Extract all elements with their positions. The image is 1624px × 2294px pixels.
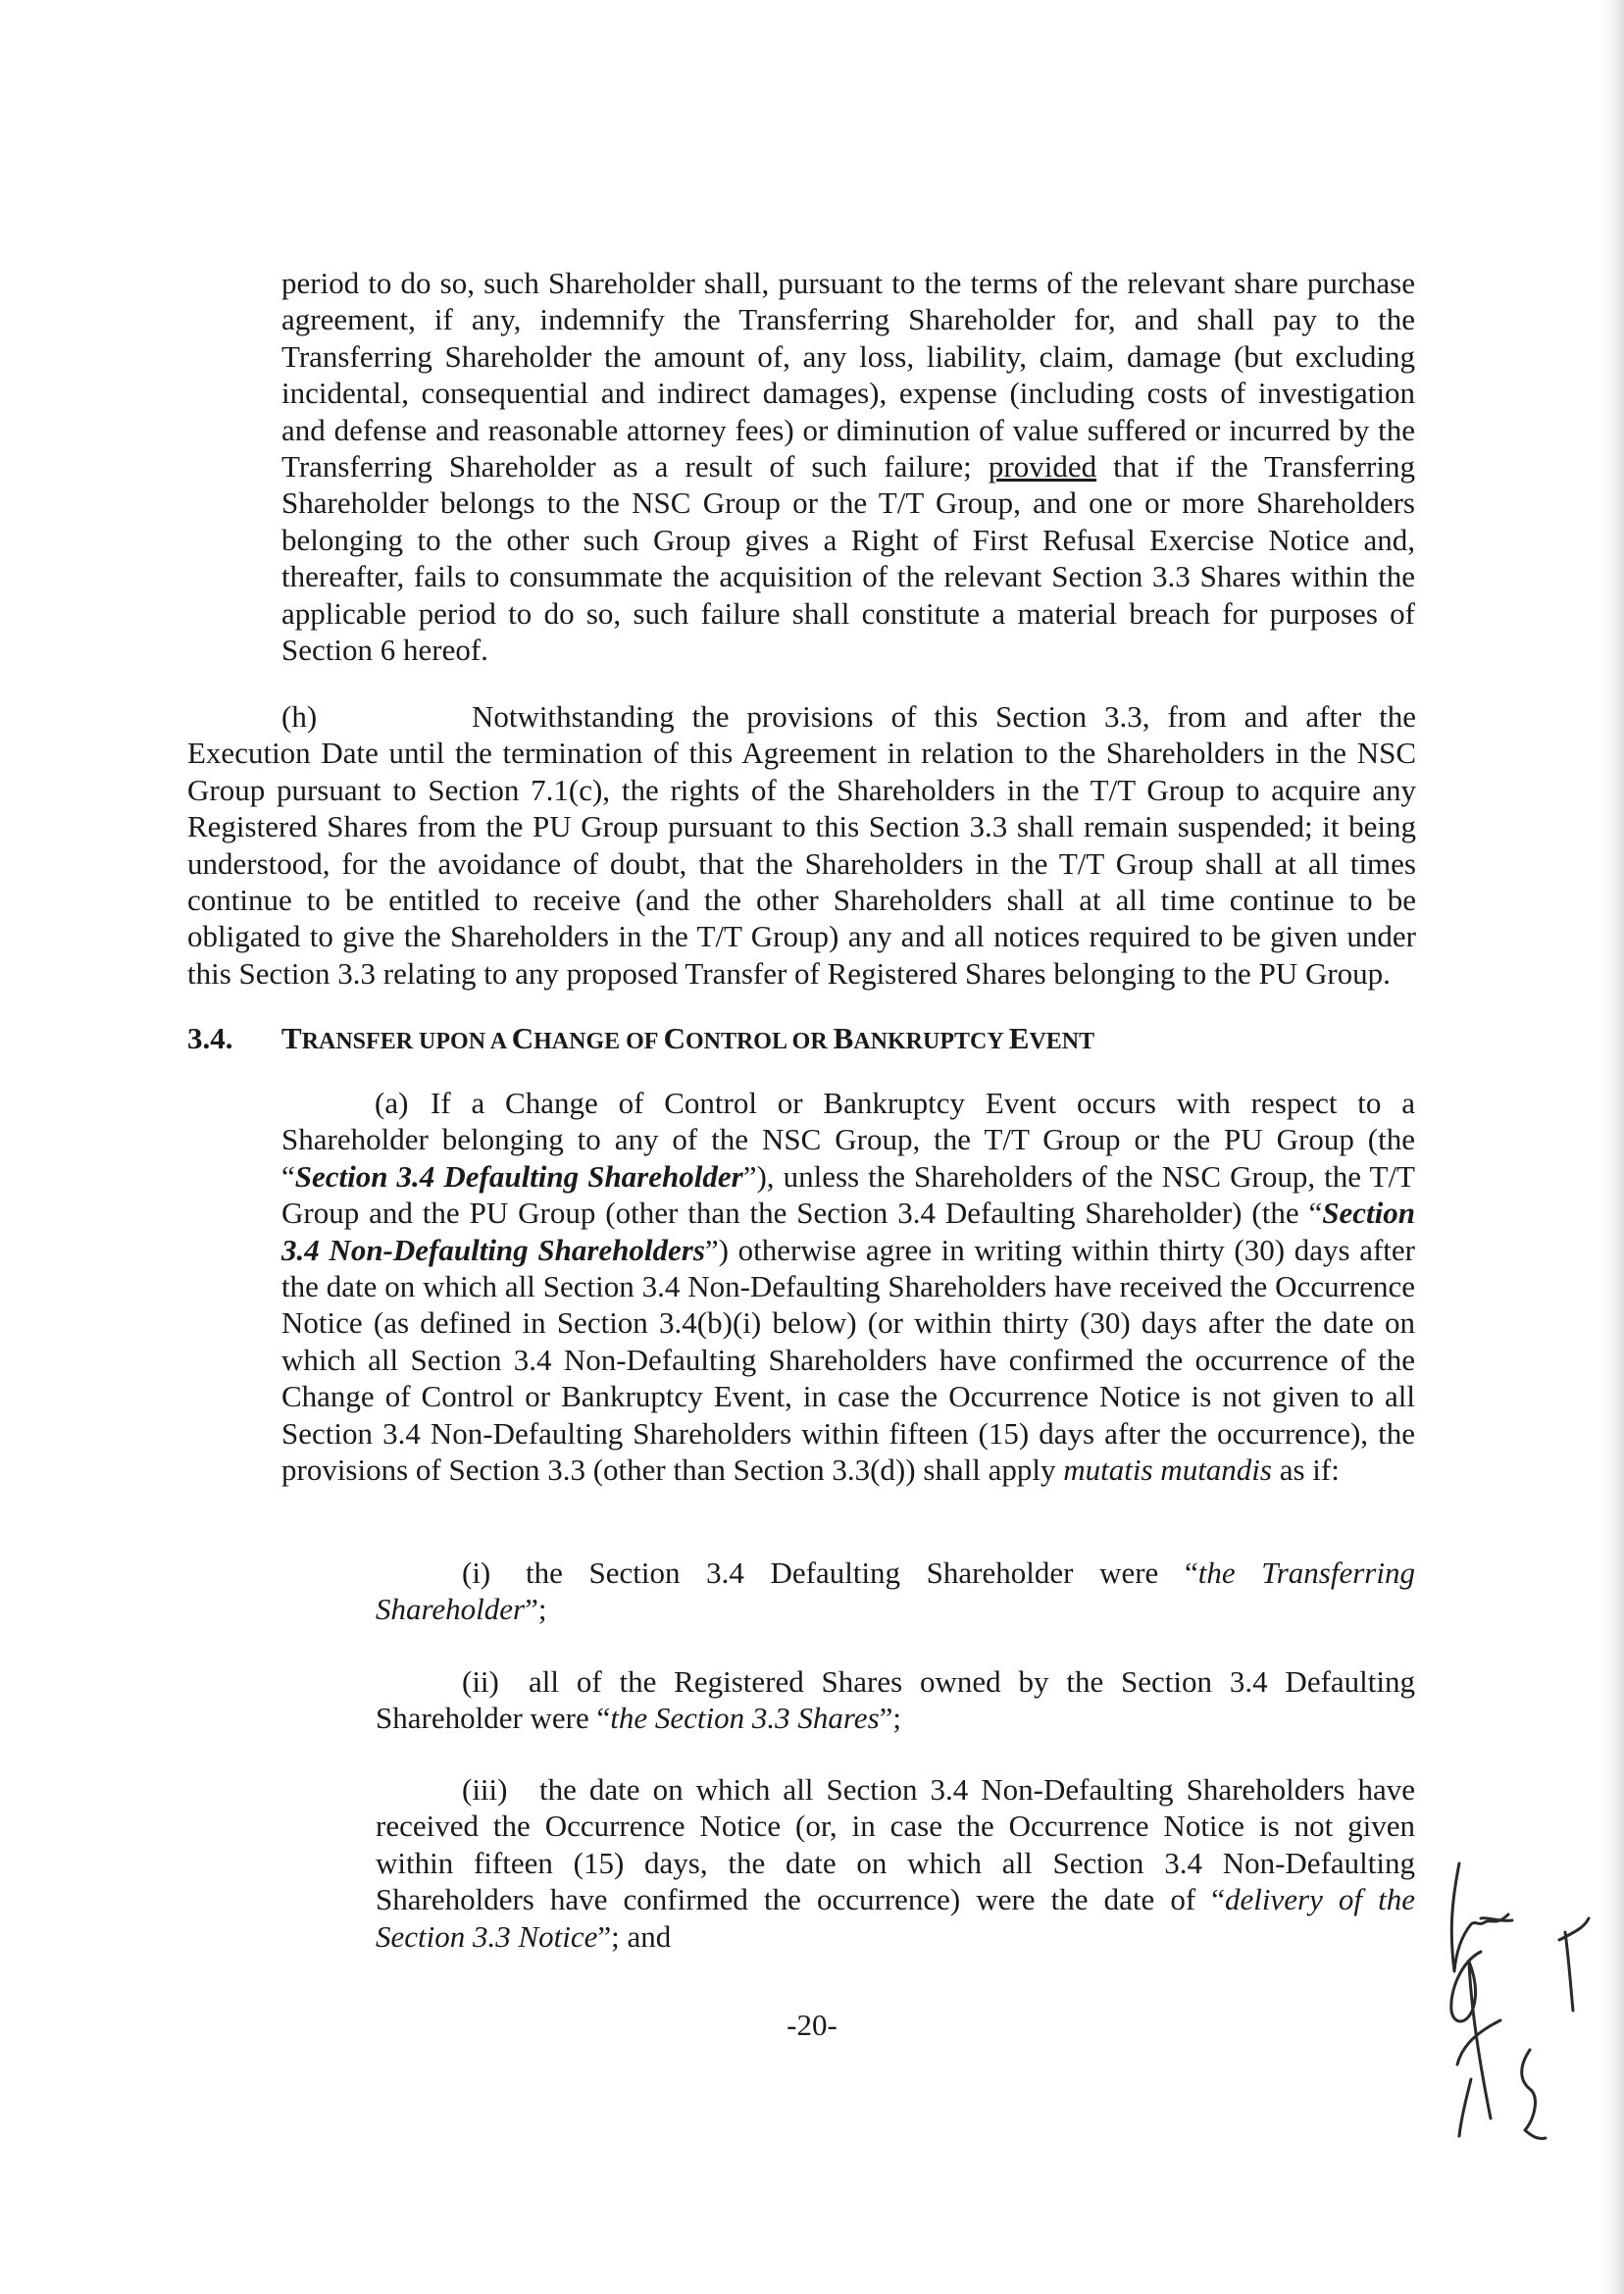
clause-h-text: Notwithstanding the provisions of this Section 3.3, from and after the Execution Date until the termination of this Agreement in relation to the Shareholders in the NSC Group pursuant to Section 7.1(c), the rights of the Shareholders in the T/T Group to acquire any Registered Shares from the PU Group pursuant to this Section 3.3 shall remain suspended; it being understood, for the avoidance of doubt, that the Shareholders in the T/T Group shall at all times continue to be entitled to receive (and the other Shareholders shall at all time continue to be obligated to give the Shareholders in the T/T Group) any and all notices required to be given under this Section 3.3 relating to any proposed Transfer of Registered Shares belonging to the PU Group. [187,699,1416,991]
continued-paragraph-g: period to do so, such Shareholder shall, pursuant to the terms of the relevant share purchase agreement, if any, indemnify the Transferring Shareholder for, and shall pay to the Transferring Shareholder the amount of, any loss, liability, claim, damage (but excluding incidental, consequential and indirect damages), expense (including costs of investigation and defense and reasonable attorney fees) or diminution of value suffered or incurred by the Transferring Shareholder as a result of such failure; provided that if the Transferring Shareholder belongs to the NSC Group or the T/T Group, and one or more Shareholders belonging to the other such Group gives a Right of First Refusal Exercise Notice and, thereafter, fails to consummate the acquisition of the relevant Section 3.3 Shares within the applicable period to do so, such failure shall constitute a material breach for purposes of Section 6 hereof. [281,266,1415,668]
title-part: HANGE OF [533,1029,664,1054]
latin-phrase: mutatis mutandis [1063,1453,1272,1488]
page-number: -20- [787,2008,837,2042]
section-title [281,1021,1094,1055]
section-number: 3.4. [187,1021,233,1055]
clause-a-label: (a) [375,1086,409,1120]
item-iii: (iii) the date on which all Section 3.4 Non-Defaulting Shareholders have received the Occurrence Notice (or, in case the Occurrence Notice is not given within fifteen (15) days, the date on which all Section 3.4 Non-Defaulting Shareholders have confirmed the occurrence) were the date of “delivery of the Section 3.3 Notice”; and [376,1772,1415,1954]
title-part: E [1008,1021,1030,1055]
defined-term-defaulting: Section 3.4 Defaulting Shareholder [294,1158,743,1194]
clause-h-label: (h) [281,699,318,734]
clause-a: (a) If a Change of Control or Bankruptcy Event occurs with respect to a Shareholder belonging to any of the NSC Group, the T/T Group or the PU Group (the “Section 3.4 Defaulting Shareholder”), unless the Shareholders of the NSC Group, the T/T Group and the PU Group (other than the Section 3.4 Defaulting Shareholder) (the “Section 3.4 Non-Defaulting Shareholders”) otherwise agree in writing within thirty (30) days after the date on which all Section 3.4 Non-Defaulting Shareholders have received the Occurrence Notice (as defined in Section 3.4(b)(i) below) (or within thirty (30) days after the date on which all Section 3.4 Non-Defaulting Shareholders have confirmed the occurrence of the Change of Control or Bankruptcy Event, in case the Occurrence Notice is not given to all Section 3.4 Non-Defaulting Shareholders within fifteen (15) days after the occurrence), the provisions of Section 3.3 (other than Section 3.3(d)) shall apply mutatis mutandis as if: [281,1086,1416,1488]
provided-term: provided [988,449,1097,484]
item-ii: (ii) all of the Registered Shares owned by the Section 3.4 Defaulting Shareholder were “the Section 3.3 Shares”; [376,1664,1415,1736]
title-part: T [281,1021,302,1055]
title-part: B [833,1021,854,1055]
section-3-4-heading [187,1020,1094,1060]
handwritten-initials-signature [1324,1824,1608,2158]
clause-h [187,698,1416,992]
title-part: C [511,1021,534,1055]
title-part: C [663,1021,685,1055]
title-part: VENT [1029,1029,1095,1054]
title-part: RANSFER UPON A [301,1029,512,1054]
defined-term-non-defaulting: Section 3.4 Non-Defaulting Shareholders [281,1196,1415,1267]
item-i: (i) the Section 3.4 Defaulting Shareholder were “the Transferring Shareholder”; [376,1555,1415,1627]
item-i-label: (i) [462,1555,491,1590]
item-ii-label: (ii) [462,1664,499,1699]
title-part: ANKRUPTCY [853,1029,1009,1054]
item-iii-label: (iii) [462,1772,508,1807]
title-part: ONTROL OR [685,1029,834,1054]
